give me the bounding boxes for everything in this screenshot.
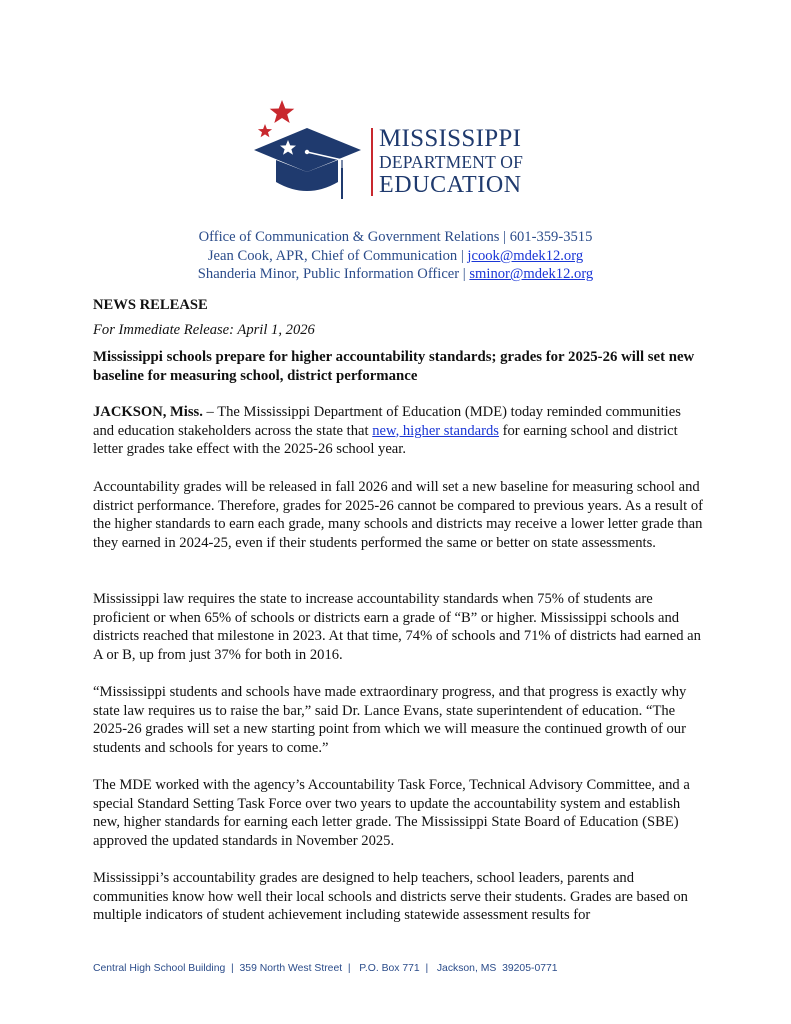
sminor-email-link[interactable]: sminor@mdek12.org: [469, 266, 594, 282]
paragraph-5: The MDE worked with the agency’s Accountability Task Force, Technical Advisory Committee, and a special Standard Setting Task Force over two years to update the accountability system and establish new, higher standards for earning each letter grade. The Mississippi State Board of Education (SBE) approved the updated standards in November 2025.: [93, 777, 690, 849]
contact-pio-line: [0, 265, 791, 284]
paragraph-2: Accountability grades will be released in fall 2026 and will set a new baseline for measuring school and district performance. Therefore, grades for 2025-26 cannot be compared to previous years. As a result of the higher standards to earn each grade, many schools and districts may receive a lower letter grade than they earned in 2024-25, even if their students performed the same or better on state assessments.: [93, 479, 704, 551]
red-star-small-icon: [258, 124, 272, 137]
contact-chief-line: [0, 247, 791, 266]
logo-line-education: EDUCATION: [379, 172, 522, 198]
paragraph-1-text-a: – The Mississippi Department of Education (MDE) today reminded communities and education stakeholders across the state that: [93, 404, 681, 439]
higher-standards-link[interactable]: new, higher standards: [372, 422, 499, 439]
logo-divider: [371, 128, 373, 196]
release-date: For Immediate Release: April 1, 2026: [93, 322, 315, 338]
contact-office-line: Office of Communication & Government Relations | 601-359-3515: [198, 229, 593, 245]
paragraph-3: Mississippi law requires the state to increase accountability standards when 75% of students are proficient or when 65% of schools or districts earn a grade of “B” or higher. Mississippi schools and districts reached that milestone in 2023. At that time, 74% of schools and 71% of districts had earned an A or B, up from just 37% for both in 2016.: [93, 591, 701, 663]
contact-block: [0, 228, 791, 284]
jcook-email-link[interactable]: jcook@mdek12.org: [467, 247, 584, 264]
news-release-label: NEWS RELEASE: [93, 297, 208, 313]
paragraph-4: “Mississippi students and schools have made extraordinary progress, and that progress is exactly why state law requires us to raise the bar,” said Dr. Lance Evans, state superintendent of education. “The 2025-26 grades will set a new starting point from which we will measure the continued growth of our students and schools for years to come.”: [93, 684, 687, 756]
logo-line-mississippi: MISSISSIPPI: [379, 125, 522, 152]
footer-address: Central High School Building | 359 North West Street | P.O. Box 771 | Jackson, MS 39205-0771: [93, 963, 558, 974]
graduation-cap-icon: [254, 98, 372, 204]
red-star-large-icon: [270, 100, 295, 123]
logo-wordmark: [379, 126, 523, 198]
contact-pio-label: Shanderia Minor, Public Information Officer |: [197, 266, 470, 282]
contact-chief-label: Jean Cook, APR, Chief of Communication |: [207, 247, 468, 264]
headline: Mississippi schools prepare for higher accountability standards; grades for 2025-26 will set new baseline for measuring school, district performance: [93, 349, 695, 384]
dateline: JACKSON, Miss.: [93, 404, 203, 420]
paragraph-1-text-b: for earning school and district letter grades take effect with the 2025-26 school year.: [93, 422, 678, 457]
logo-line-department: DEPARTMENT OF: [379, 152, 524, 172]
mde-logo: [254, 98, 544, 204]
paragraph-1: [93, 403, 703, 459]
paragraph-6: Mississippi’s accountability grades are designed to help teachers, school leaders, parents and communities know how well their local schools and districts serve their students. Grades are based on multiple indicators of student achievement including statewide assessment results for: [93, 870, 688, 923]
